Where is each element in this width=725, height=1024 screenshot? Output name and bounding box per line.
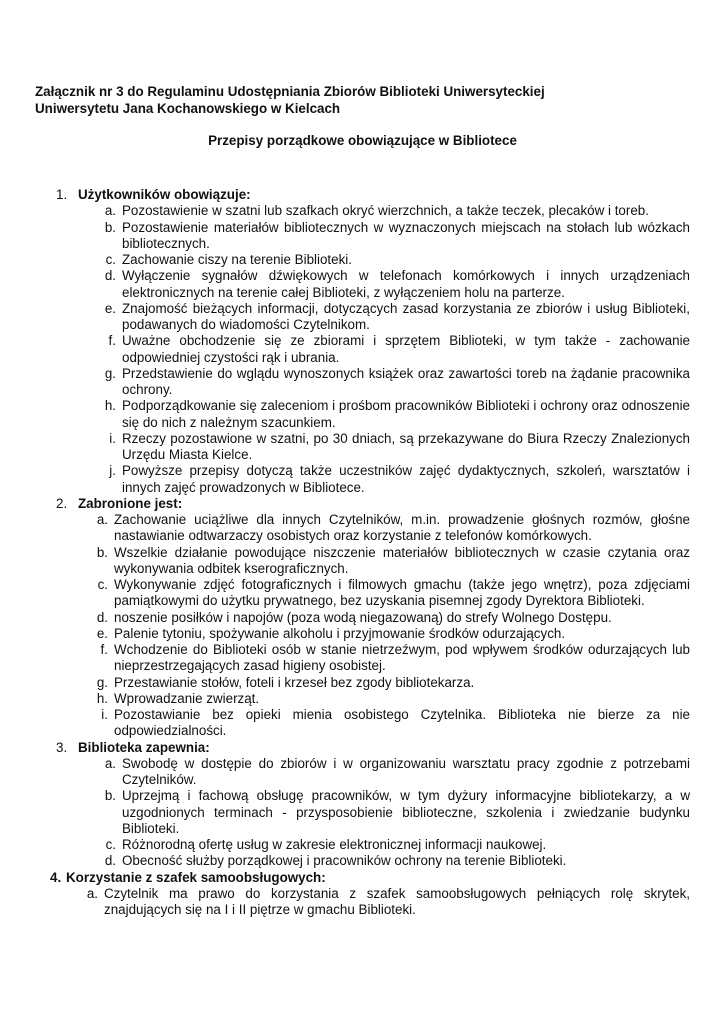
list-item: c. Wykonywanie zdjęć fotograficznych i filmowych gmachu (także jego wnętrz), poza zdjęciami pamiątkowymi do użytku prywatnego, bez uzyskania pisemnej zgody Dyrektora Biblioteki. bbox=[97, 577, 690, 609]
list-item: d. Obecność służby porządkowej i pracowników ochrony na terenie Biblioteki. bbox=[104, 853, 567, 869]
list-item: b. Pozostawienie materiałów bibliotecznych w wyznaczonych miejscach na stołach lub wózkach bibliotecznych. bbox=[104, 219, 690, 251]
rules-list bbox=[50, 187, 690, 918]
section-2-items bbox=[86, 512, 690, 740]
list-item: a. Czytelnik ma prawo do korzystania z szafek samoobsługowych pełniących rolę skrytek, znajdujących się na I i II piętrze w gmachu Biblioteki. bbox=[86, 885, 690, 917]
list-item: e. Palenie tytoniu, spożywanie alkoholu i przyjmowanie środków odurzających. bbox=[96, 625, 566, 641]
list-item: d. noszenie posiłków i napojów (poza wodą niegazowaną) do strefy Wolnego Dostępu. bbox=[96, 609, 612, 625]
list-item: a. Pozostawienie w szatni lub szafkach okryć wierzchnich, a także teczek, plecaków i toreb. bbox=[104, 203, 649, 219]
header-line-2: Uniwersytetu Jana Kochanowskiego w Kielcach bbox=[35, 101, 341, 116]
list-item: a. Swobodę w dostępie do zbiorów i w organizowaniu warsztatu pracy zgodnie z potrzebami Czytelników. bbox=[104, 755, 690, 787]
section-1-items bbox=[94, 203, 690, 496]
list-item: c. Zachowanie ciszy na terenie Biblioteki. bbox=[105, 252, 352, 267]
list-item: a. Zachowanie uciążliwe dla innych Czytelników, m.in. prowadzenie głośnych rozmów, głośne nastawianie odtwarzaczy osobistych oraz korzystanie z telefonów komórkowych. bbox=[96, 512, 690, 544]
list-item: f. Wchodzenie do Biblioteki osób w stanie nietrzeźwym, pod wpływem środków odurzających lub nieprzestrzegających zasad higieny osobistej. bbox=[100, 642, 690, 674]
list-item: h. Wprowadzanie zwierząt. bbox=[96, 690, 260, 706]
header-line-1: Załącznik nr 3 do Regulaminu Udostępniania Zbiorów Biblioteki Uniwersyteckiej bbox=[35, 84, 545, 99]
list-item: g. Przestawianie stołów, foteli i krzeseł bez zgody bibliotekarza. bbox=[96, 674, 475, 690]
section-4-heading: 4. Korzystanie z szafek samoobsługowych: bbox=[50, 869, 326, 885]
list-item: b. Wszelkie działanie powodujące niszczenie materiałów bibliotecznych w czasie czytania oraz wykonywania odbitek kserograficznych. bbox=[96, 544, 690, 576]
list-item: j. Powyższe przepisy dotyczą także uczestników zajęć dydaktycznych, szkoleń, warsztatów i innych zajęć prowadzonych w Bibliotece. bbox=[109, 463, 690, 495]
section-3-heading: 3. Biblioteka zapewnia: bbox=[56, 739, 210, 755]
list-item: e. Znajomość bieżących informacji, dotyczących zasad korzystania ze zbiorów i usług Biblioteki, podawanych do wiadomości Czytelnikom. bbox=[104, 300, 690, 332]
section-4-items bbox=[76, 886, 690, 919]
list-item: i. Pozostawianie bez opieki mienia osobistego Czytelnika. Biblioteka nie bierze za nie odpowiedzialności. bbox=[101, 707, 690, 739]
section-3-items bbox=[94, 756, 690, 870]
list-item: f. Uważne obchodzenie się ze zbiorami i sprzętem Biblioteki, w tym także - zachowanie odpowiedniej czystości rąk i ubrania. bbox=[108, 333, 690, 365]
list-item: d. Wyłączenie sygnałów dźwiękowych w telefonach komórkowych i innych urządzeniach elektronicznych na terenie całej Biblioteki, z wyłączeniem holu na parterze. bbox=[104, 268, 690, 300]
list-item: g. Przedstawienie do wglądu wynoszonych książek oraz zawartości toreb na żądanie pracownika ochrony. bbox=[104, 365, 690, 397]
list-item: i. Rzeczy pozostawione w szatni, po 30 dniach, są przekazywane do Biura Rzeczy Znalezionych Urzędu Miasta Kielce. bbox=[109, 430, 690, 462]
attachment-header bbox=[35, 83, 545, 117]
document-title: Przepisy porządkowe obowiązujące w Bibliotece bbox=[208, 133, 517, 148]
list-item: c. Różnorodną ofertę usług w zakresie elektronicznej informacji naukowej. bbox=[105, 837, 547, 852]
list-item: h. Podporządkowanie się zaleceniom i prośbom pracowników Biblioteki i ochrony oraz odnoszenie się do nich z należnym szacunkiem. bbox=[104, 398, 690, 430]
section-1-heading: 1. Użytkowników obowiązuje: bbox=[56, 187, 251, 202]
section-2-heading: 2. Zabronione jest: bbox=[56, 495, 183, 511]
list-item: b. Uprzejmą i fachową obsługę pracowników, w tym dyżury informacyjne bibliotekarzy, a w uzgodnionych terminach - przysposobienie biblioteczne, szkolenia i zwiedzanie budynku Biblioteki. bbox=[104, 788, 690, 836]
